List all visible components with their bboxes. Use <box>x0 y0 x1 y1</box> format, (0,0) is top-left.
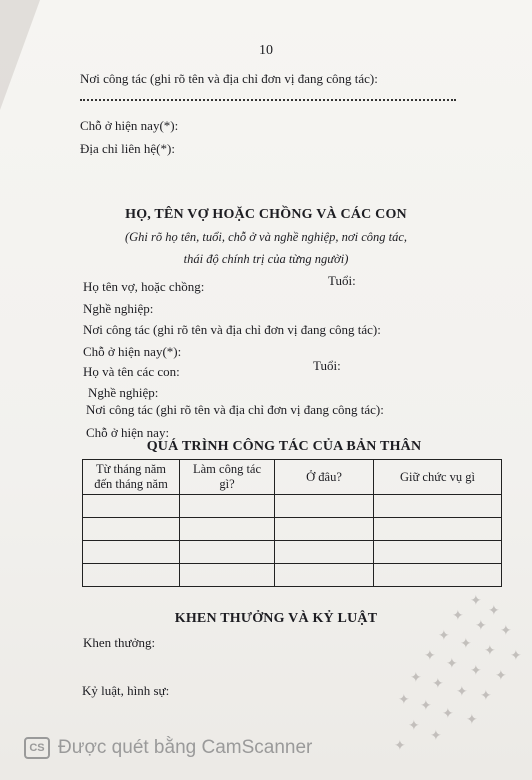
col-place-header: Ở đâu? <box>275 460 374 495</box>
work-history-heading: QUÁ TRÌNH CÔNG TÁC CỦA BẢN THÂN <box>146 439 422 454</box>
table-cell[interactable] <box>374 564 502 587</box>
table-row <box>83 495 502 518</box>
table-row <box>83 541 502 564</box>
family-note-line1: (Ghi rõ họ tên, tuổi, chỗ ở và nghề nghiệp, nơi công tác, <box>124 230 408 244</box>
col-period-line2: đến tháng năm <box>94 477 168 491</box>
col-period-line1: Từ tháng năm <box>96 462 166 476</box>
col-job-header: Làm công tác gì? <box>180 460 275 495</box>
discipline-label: Kỷ luật, hình sự: <box>82 683 170 698</box>
spouse-workplace-label: Nơi công tác (ghi rõ tên và địa chỉ đơn vị đang công tác): <box>83 322 381 337</box>
table-cell[interactable] <box>374 541 502 564</box>
table-cell[interactable] <box>180 564 275 587</box>
table-cell[interactable] <box>275 541 374 564</box>
family-heading: HỌ, TÊN VỢ HOẶC CHỒNG VÀ CÁC CON <box>125 207 407 222</box>
page-number: 10 <box>259 43 273 58</box>
table-cell[interactable] <box>83 518 180 541</box>
rewards-heading: KHEN THƯỞNG VÀ KỶ LUẬT <box>174 611 378 626</box>
table-cell[interactable] <box>83 564 180 587</box>
spouse-age-label: Tuổi: <box>328 273 356 288</box>
table-cell[interactable] <box>374 518 502 541</box>
children-workplace-label: Nơi công tác (ghi rõ tên và địa chỉ đơn vị đang công tác): <box>86 402 384 417</box>
workplace-label: Nơi công tác (ghi rõ tên và địa chỉ đơn vị đang công tác): <box>80 71 378 86</box>
table-cell[interactable] <box>275 564 374 587</box>
contact-address-label: Địa chỉ liên hệ(*): <box>80 141 175 156</box>
work-history-table <box>82 459 502 587</box>
decorative-stars: ✦ ✦ ✦ ✦ ✦ ✦ ✦ ✦ ✦ ✦ ✦ ✦ ✦ ✦ ✦ ✦ ✦ ✦ ✦ ✦ ✦ ✦ ✦ ✦ <box>394 594 522 754</box>
dotted-fill-line <box>80 99 456 101</box>
children-age-label: Tuổi: <box>313 358 341 373</box>
table-cell[interactable] <box>180 541 275 564</box>
table-cell[interactable] <box>374 495 502 518</box>
children-job-label: Nghề nghiệp: <box>88 385 159 400</box>
table-cell[interactable] <box>275 495 374 518</box>
spouse-name-label: Họ tên vợ, hoặc chồng: <box>83 279 205 294</box>
spouse-job-label: Nghề nghiệp: <box>83 301 154 316</box>
table-cell[interactable] <box>275 518 374 541</box>
col-position-header: Giữ chức vụ gì <box>374 460 502 495</box>
table-cell[interactable] <box>180 495 275 518</box>
table-row <box>83 518 502 541</box>
children-name-label: Họ và tên các con: <box>83 364 180 379</box>
camscanner-watermark <box>24 737 312 759</box>
camscanner-logo-icon: CS <box>24 737 50 759</box>
camscanner-text: Được quét bằng CamScanner <box>58 737 313 758</box>
reward-label: Khen thưởng: <box>83 635 156 650</box>
table-header-row <box>83 460 502 495</box>
spouse-residence-label: Chỗ ở hiện nay(*): <box>83 344 182 359</box>
children-residence-label: Chỗ ở hiện nay: <box>86 425 170 440</box>
table-row <box>83 564 502 587</box>
residence-label: Chỗ ở hiện nay(*): <box>80 118 179 133</box>
table-cell[interactable] <box>83 495 180 518</box>
family-note-line2: thái độ chính trị của từng người) <box>183 252 349 266</box>
table-cell[interactable] <box>83 541 180 564</box>
col-period-header <box>83 460 180 495</box>
table-cell[interactable] <box>180 518 275 541</box>
